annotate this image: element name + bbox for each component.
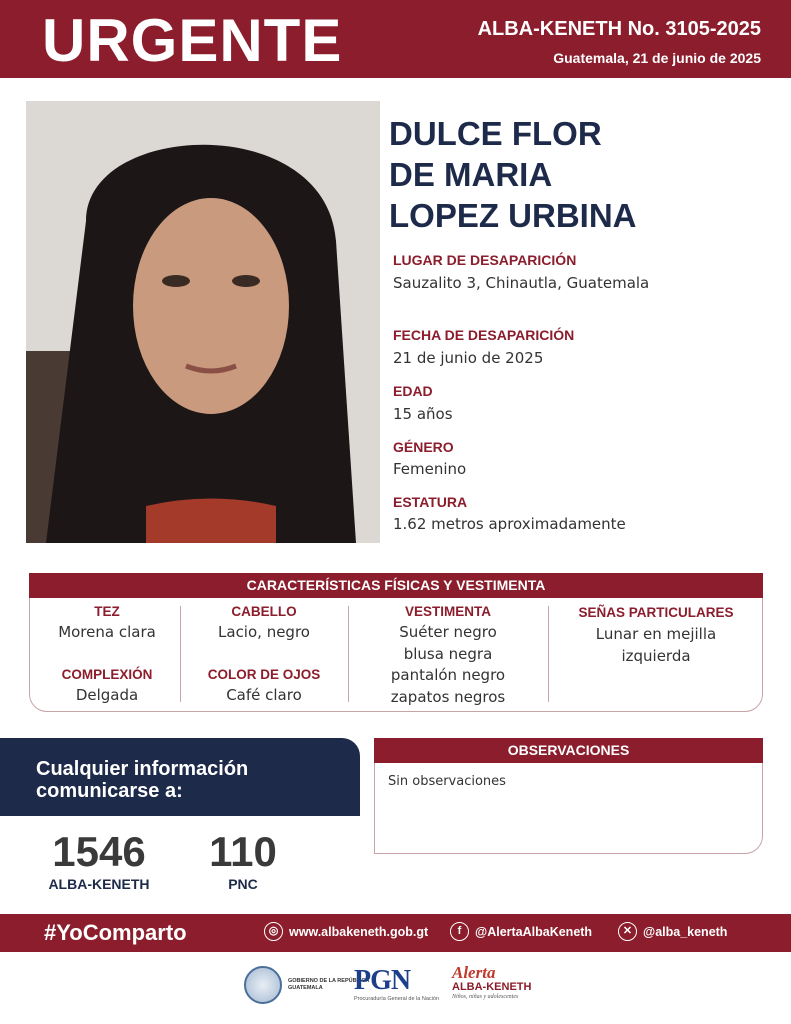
clothing-line-3: pantalón negro (390, 666, 506, 684)
build-label: COMPLEXIÓN (61, 667, 153, 682)
clothing-line-2: blusa negra (403, 644, 493, 663)
height-value: 1.62 metros aproximadamente (393, 515, 626, 533)
facebook-link[interactable] (450, 922, 592, 941)
pgn-logo (354, 966, 439, 1002)
age-value: 15 años (393, 405, 453, 423)
hair-value: Lacio, negro (218, 623, 310, 641)
header-banner (0, 0, 791, 78)
government-logo (244, 966, 369, 1004)
eye-color-label: COLOR DE OJOS (207, 667, 321, 682)
disappearance-place-value: Sauzalito 3, Chinautla, Guatemala (393, 274, 650, 292)
skin-value: Morena clara (58, 623, 156, 641)
clothing-label: VESTIMENTA (404, 604, 491, 619)
disappearance-date-value: 21 de junio de 2025 (393, 349, 544, 367)
phone-number-pnc[interactable]: 110 (209, 828, 277, 875)
website-text: www.albakeneth.gob.gt (289, 924, 429, 939)
contact-line-2: comunicarse a: (36, 780, 183, 802)
column-divider (348, 606, 349, 702)
phone-label-pnc: PNC (228, 876, 258, 892)
disappearance-place-label: LUGAR DE DESAPARICIÓN (393, 252, 577, 268)
pgn-subtitle: Procuraduría General de la Nación (354, 996, 439, 1002)
age-label: EDAD (393, 383, 433, 399)
disappearance-date-label: FECHA DE DESAPARICIÓN (393, 327, 575, 343)
x-text: @alba_keneth (643, 924, 728, 939)
person-name (389, 113, 637, 236)
alerta-alba-keneth-logo (452, 964, 531, 1000)
characteristics-title: CARACTERÍSTICAS FÍSICAS Y VESTIMENTA (29, 573, 763, 598)
contact-banner (0, 738, 360, 816)
name-line-1: DULCE FLOR (389, 115, 602, 152)
observations-title: OBSERVACIONES (374, 738, 763, 763)
observations-text: Sin observaciones (388, 774, 506, 789)
facebook-text: @AlertaAlbaKeneth (475, 924, 593, 939)
distinguishing-marks-label: SEÑAS PARTICULARES (578, 605, 734, 620)
phone-label-alba-keneth: ALBA-KENETH (48, 876, 150, 892)
facebook-icon: f (450, 922, 469, 941)
guatemala-seal-icon (244, 966, 282, 1004)
column-divider (180, 606, 181, 702)
gov-line-1: GOBIERNO DE LA REPÚBLICA (288, 978, 370, 984)
name-line-3: LOPEZ URBINA (389, 197, 637, 234)
website-link[interactable] (264, 922, 428, 941)
alba-logo-line-1: Alerta (452, 963, 496, 982)
clothing-line-4: zapatos negros (390, 687, 506, 706)
alba-logo-line-2: ALBA-KENETH (452, 981, 532, 993)
distinguishing-marks-line-1: Lunar en mejilla (595, 625, 717, 643)
gender-value: Femenino (393, 460, 467, 478)
eye-color-value: Café claro (226, 686, 302, 704)
skin-label: TEZ (94, 604, 120, 619)
hair-label: CABELLO (231, 604, 297, 619)
phone-number-alba-keneth[interactable]: 1546 (52, 828, 146, 875)
alert-date: Guatemala, 21 de junio de 2025 (553, 50, 761, 66)
gender-label: GÉNERO (393, 439, 454, 455)
urgent-title: URGENTE (42, 7, 343, 74)
logos-strip (0, 962, 791, 1012)
hashtag[interactable]: #YoComparto (44, 920, 187, 945)
case-number: ALBA-KENETH No. 3105-2025 (477, 18, 761, 40)
alba-logo-line-3: Niños, niñas y adolescentes (452, 994, 519, 1000)
globe-icon: ◎ (264, 922, 283, 941)
distinguishing-marks-line-2: izquierda (621, 647, 691, 665)
missing-person-photo (26, 101, 380, 543)
build-value: Delgada (75, 686, 139, 704)
footer-bar (0, 914, 791, 952)
name-line-2: DE MARIA (389, 156, 553, 193)
gov-line-2: GUATEMALA (288, 985, 323, 991)
pgn-mark: PGN (354, 965, 411, 996)
column-divider (548, 606, 549, 702)
clothing-line-1: Suéter negro (399, 623, 497, 641)
x-icon: ✕ (618, 922, 637, 941)
x-link[interactable] (618, 922, 727, 941)
height-label: ESTATURA (393, 494, 468, 510)
contact-line-1: Cualquier información (36, 758, 249, 780)
